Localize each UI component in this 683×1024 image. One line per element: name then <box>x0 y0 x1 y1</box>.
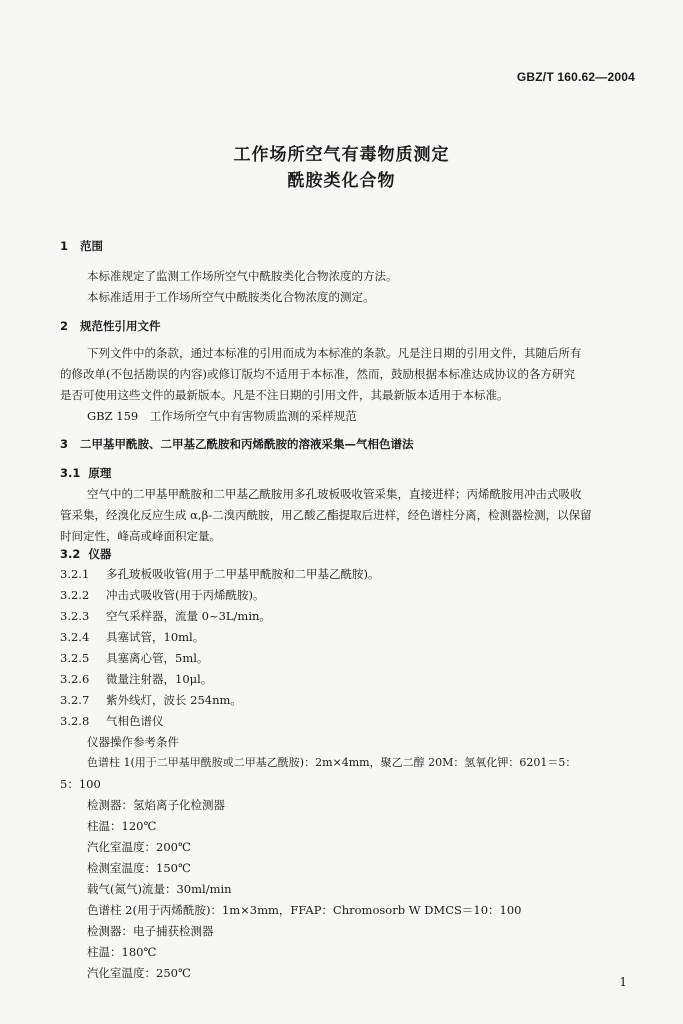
column-temp-1: 柱温：120℃ <box>87 819 157 833</box>
list-item <box>60 650 208 666</box>
carrier-gas: 载气(氮气)流量：30ml/min <box>87 882 232 896</box>
subsection-3-1-heading <box>60 465 111 481</box>
list-item <box>60 692 242 708</box>
section-1-heading <box>60 238 103 254</box>
subsection-3-2-heading <box>60 546 111 562</box>
detector-2: 检测器：电子捕获检测器 <box>87 924 214 938</box>
item-text: 具塞离心管，5ml。 <box>106 651 209 665</box>
list-item <box>60 671 212 687</box>
item-text: 微量注射器，10μl。 <box>106 672 213 686</box>
subsection-title: 原理 <box>88 466 112 480</box>
item-text: 具塞试管，10ml。 <box>106 630 205 644</box>
section-2-heading <box>60 318 161 334</box>
subsection-number: 3.2 <box>60 547 81 561</box>
item-text: 紫外线灯，波长 254nm。 <box>106 693 242 707</box>
item-text: 多孔玻板吸收管(用于二甲基甲酰胺和二甲基乙酰胺)。 <box>106 567 380 581</box>
paragraph: 时间定性，峰高或峰面积定量。 <box>60 529 221 543</box>
conditions-title: 仪器操作参考条件 <box>87 735 179 749</box>
item-number: 3.2.2 <box>60 588 90 602</box>
item-number: 3.2.4 <box>60 630 90 644</box>
item-number: 3.2.8 <box>60 714 90 728</box>
vaporizer-temp-1: 汽化室温度：200℃ <box>87 840 191 854</box>
paragraph: 本标准适用于工作场所空气中酰胺类化合物浓度的测定。 <box>87 290 375 304</box>
paragraph: 下列文件中的条款，通过本标准的引用而成为本标准的条款。凡是注日期的引用文件，其随后所有 <box>87 346 582 360</box>
item-number: 3.2.1 <box>60 567 90 581</box>
paragraph: 的修改单(不包括勘误的内容)或修订版均不适用于本标准，然而，鼓励根据本标准达成协议的各方研究 <box>60 367 575 381</box>
subsection-title: 仪器 <box>88 547 112 561</box>
column-1-spec: 色谱柱 1(用于二甲基甲酰胺或二甲基乙酰胺)：2m×4mm，聚乙二醇 20M：氢氧化钾：6201＝5： <box>87 756 577 769</box>
column-2-spec: 色谱柱 2(用于丙烯酰胺)：1m×3mm，FFAP：Chromosorb W DMCS＝10：100 <box>87 903 522 917</box>
item-number: 3.2.5 <box>60 651 90 665</box>
item-text: 气相色谱仪 <box>106 714 164 728</box>
page-number: 1 <box>619 975 627 989</box>
column-1-spec-cont: 5：100 <box>60 777 101 791</box>
section-number: 3 <box>60 437 69 451</box>
document-subtitle: 酰胺类化合物 <box>287 171 396 191</box>
paragraph: 空气中的二甲基甲酰胺和二甲基乙酰胺用多孔玻板吸收管采集，直接进样；丙烯酰胺用冲击式吸收 <box>87 487 582 501</box>
detector-1: 检测器：氢焰离子化检测器 <box>87 798 225 812</box>
list-item <box>60 566 379 582</box>
section-number: 2 <box>60 319 69 333</box>
paragraph: 是否可使用这些文件的最新版本。凡是不注日期的引用文件，其最新版本适用于本标准。 <box>60 388 509 402</box>
item-number: 3.2.7 <box>60 693 90 707</box>
list-item <box>60 608 271 624</box>
list-item <box>60 629 204 645</box>
standard-code: GBZ/T 160.62—2004 <box>516 70 635 84</box>
item-number: 3.2.3 <box>60 609 90 623</box>
reference-item: GBZ 159 工作场所空气中有害物质监测的采样规范 <box>87 409 357 423</box>
item-text: 空气采样器，流量 0~3L/min。 <box>106 609 271 623</box>
item-number: 3.2.6 <box>60 672 90 686</box>
section-title: 范围 <box>80 239 104 253</box>
document-title: 工作场所空气有毒物质测定 <box>233 145 450 165</box>
section-3-heading <box>60 436 414 452</box>
column-temp-2: 柱温：180℃ <box>87 945 157 959</box>
vaporizer-temp-2: 汽化室温度：250℃ <box>87 966 191 980</box>
paragraph: 管采集，经溴化反应生成 α,β-二溴丙酰胺，用乙酸乙酯提取后进样，经色谱柱分离，检测器检测，以保留 <box>60 508 592 522</box>
list-item <box>60 713 164 729</box>
section-title: 规范性引用文件 <box>80 319 161 333</box>
section-title: 二甲基甲酰胺、二甲基乙酰胺和丙烯酰胺的溶液采集—气相色谱法 <box>80 437 414 451</box>
paragraph: 本标准规定了监测工作场所空气中酰胺类化合物浓度的方法。 <box>87 269 398 283</box>
subsection-number: 3.1 <box>60 466 81 480</box>
section-number: 1 <box>60 239 69 253</box>
list-item <box>60 587 264 603</box>
detector-temp-1: 检测室温度：150℃ <box>87 861 191 875</box>
item-text: 冲击式吸收管(用于丙烯酰胺)。 <box>106 588 265 602</box>
